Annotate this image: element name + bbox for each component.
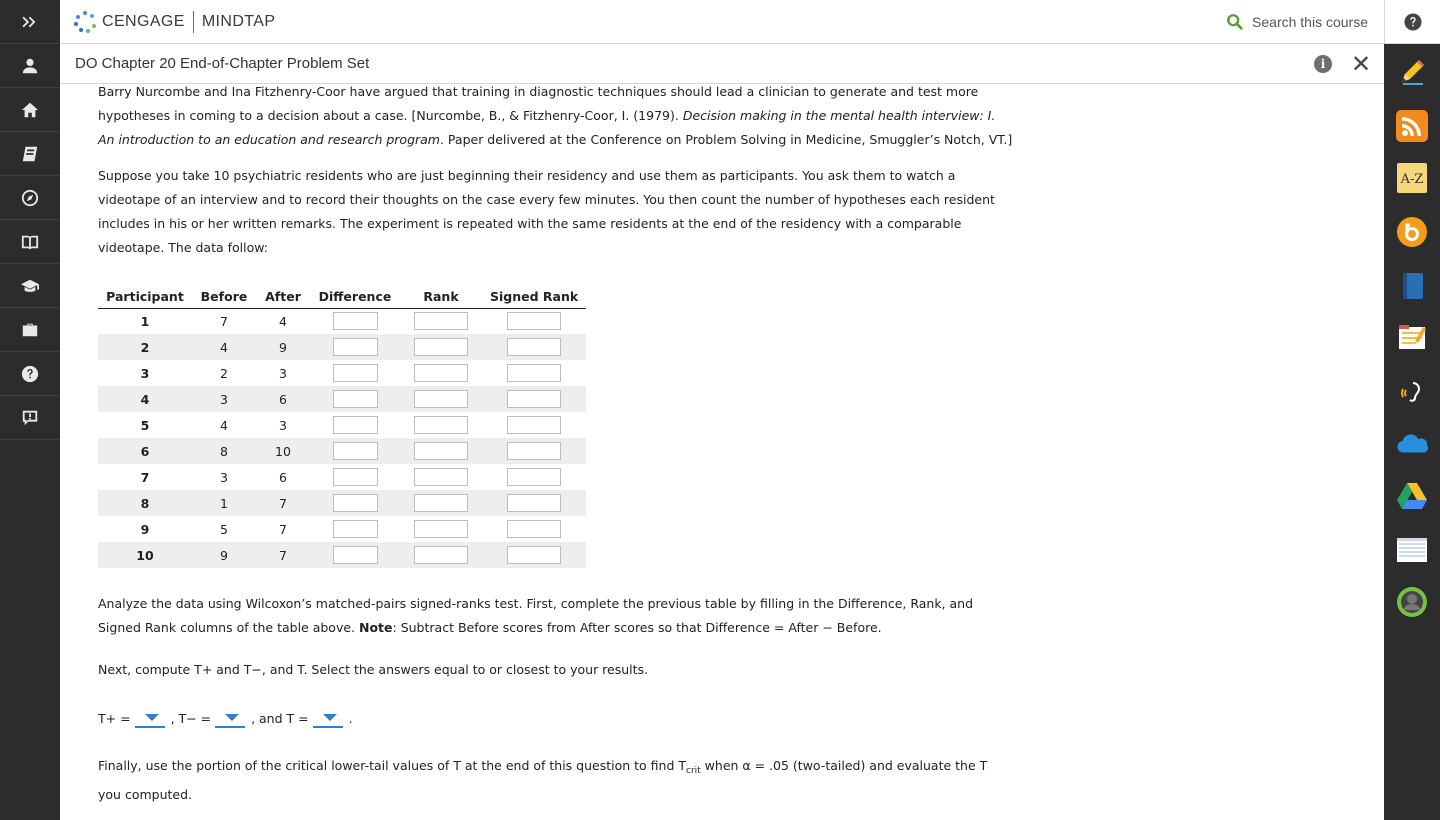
column-header: Participant [98, 286, 192, 308]
svg-text:A-Z: A-Z [1400, 172, 1424, 187]
after-cell: 3 [279, 365, 287, 381]
t-minus-label: , T− = [170, 710, 212, 726]
home-icon[interactable] [0, 88, 60, 132]
signed-rank-input[interactable] [507, 494, 561, 512]
critical-value-paragraph: Finally, use the portion of the critical lower-tail values of T at the end of this question to find $T_{crit}$ when α = .05 (two-tailed) and evaluate the T you computed. [98, 758, 988, 802]
before-cell: 8 [192, 438, 256, 464]
participant-cell: 5 [140, 417, 150, 433]
table-row [98, 334, 586, 360]
cengage-logo-icon [74, 11, 96, 33]
signed-rank-cell [482, 360, 586, 386]
graduation-cap-icon[interactable] [0, 264, 60, 308]
expand-icon[interactable] [0, 0, 60, 44]
t-label: , and T = [251, 710, 309, 726]
after-cell: 7 [279, 521, 287, 537]
signed-rank-input[interactable] [507, 312, 561, 330]
course-search[interactable] [1226, 0, 1368, 44]
rank-cell [400, 386, 482, 412]
rank-input[interactable] [414, 364, 468, 382]
signed-rank-cell [482, 464, 586, 490]
before-cell: 3 [192, 386, 256, 412]
rank-input[interactable] [414, 338, 468, 356]
close-icon[interactable]: ✕ [1350, 50, 1372, 78]
rank-cell [400, 438, 482, 464]
difference-input[interactable] [333, 546, 378, 564]
column-header: Before [192, 286, 256, 308]
signed-rank-cell [482, 308, 586, 334]
after-cell: 3 [279, 417, 287, 433]
data-table [98, 286, 586, 568]
difference-input[interactable] [333, 364, 378, 382]
difference-input[interactable] [333, 338, 378, 356]
difference-cell [310, 516, 400, 542]
help-icon[interactable] [0, 352, 60, 396]
rank-input[interactable] [414, 520, 468, 538]
signed-rank-cell [482, 542, 586, 568]
signed-rank-input[interactable] [507, 442, 561, 460]
difference-input[interactable] [333, 468, 378, 486]
app-dock [1384, 44, 1440, 820]
left-nav-rail [0, 0, 60, 820]
before-cell: 4 [220, 417, 228, 433]
rank-cell [400, 464, 482, 490]
participant-cell: 3 [140, 365, 150, 381]
after-cell: 7 [256, 542, 310, 568]
notes-app-icon[interactable] [1396, 322, 1428, 354]
participant-cell: 9 [140, 521, 150, 537]
difference-cell [310, 438, 400, 464]
difference-input[interactable] [333, 442, 378, 460]
before-cell: 9 [192, 542, 256, 568]
difference-input[interactable] [333, 520, 378, 538]
before-cell: 5 [220, 521, 228, 537]
rank-cell [400, 516, 482, 542]
column-header: Rank [400, 286, 482, 308]
difference-input[interactable] [333, 416, 378, 434]
column-header: Difference [310, 286, 400, 308]
difference-cell [310, 412, 400, 438]
participant-cell: 4 [98, 386, 192, 412]
brand-primary: CENGAGE [102, 12, 185, 30]
table-row [98, 516, 586, 542]
user-icon[interactable] [0, 44, 60, 88]
before-cell: 4 [192, 334, 256, 360]
pencil-app-icon[interactable] [1396, 56, 1428, 88]
rank-cell [400, 412, 482, 438]
signed-rank-input[interactable] [507, 546, 561, 564]
table-row [98, 542, 586, 568]
participant-cell: 8 [98, 490, 192, 516]
column-header: Signed Rank [482, 286, 586, 308]
signed-rank-input[interactable] [507, 520, 561, 538]
participant-cell: 1 [140, 313, 150, 329]
difference-input[interactable] [333, 312, 378, 330]
rank-cell [400, 308, 482, 334]
t-plus-label: T+ = [98, 710, 131, 726]
signed-rank-cell [482, 412, 586, 438]
participant-cell: 7 [140, 469, 150, 485]
table-row [98, 412, 586, 438]
signed-rank-input[interactable] [507, 364, 561, 382]
rank-cell [400, 360, 482, 386]
signed-rank-input[interactable] [507, 338, 561, 356]
after-cell: 6 [279, 469, 287, 485]
ebook-app-icon[interactable] [1396, 270, 1428, 302]
search-icon [1226, 13, 1244, 31]
signed-rank-cell [482, 386, 586, 412]
signed-rank-input[interactable] [507, 390, 561, 408]
rank-cell [400, 490, 482, 516]
table-row [98, 464, 586, 490]
table-row [98, 308, 586, 334]
t-minus-dropdown[interactable] [215, 708, 245, 728]
rss-app-icon[interactable] [1396, 110, 1428, 142]
before-cell: 2 [220, 365, 228, 381]
instructions-paragraph: Analyze the data using Wilcoxon’s matched-pairs signed-ranks test. First, complete the previous table by filling in the Difference, Rank, and Signed Rank columns of the table above. Note: Subtract Before scores from After scores so that Difference = After − Before. [98, 596, 974, 635]
reader-icon[interactable] [0, 220, 60, 264]
after-cell: 10 [256, 438, 310, 464]
table-row [98, 386, 586, 412]
before-cell: 1 [192, 490, 256, 516]
readspeaker-app-icon[interactable] [1396, 376, 1428, 408]
brand-secondary: MINDTAP [201, 12, 276, 30]
before-cell: 7 [220, 313, 228, 329]
difference-cell [310, 386, 400, 412]
compute-paragraph: Next, compute T+ and T−, and T. Select the answers equal to or closest to your results. [98, 662, 649, 677]
problem-content [98, 84, 1018, 820]
signed-rank-input[interactable] [507, 468, 561, 486]
scenario-paragraph: Suppose you take 10 psychiatric residents who are just beginning their residency and use them as participants. You ask them to watch a videotape of an interview and to record their thoughts on the case every few minutes. You then count the number of hypotheses each resident includes in his or her written remarks. The experiment is repeated with the same residents at the end of the residency with a comparable videotape. The data follow: [98, 168, 995, 255]
compass-icon[interactable] [0, 176, 60, 220]
rank-input[interactable] [414, 546, 468, 564]
table-row [98, 360, 586, 386]
info-icon[interactable]: i [1314, 55, 1332, 73]
profile-app-icon[interactable] [1396, 586, 1428, 618]
rank-input[interactable] [414, 442, 468, 460]
cengage-app-icon[interactable] [1396, 216, 1428, 248]
difference-cell [310, 334, 400, 360]
notebook-app-icon[interactable] [1396, 534, 1428, 566]
answer-row [98, 706, 353, 730]
difference-input[interactable] [333, 494, 378, 512]
onedrive-app-icon[interactable] [1396, 428, 1428, 460]
rank-cell [400, 334, 482, 360]
answer-end-period: . [348, 710, 353, 726]
difference-cell [310, 464, 400, 490]
brand-divider [193, 11, 194, 33]
help-button[interactable] [1384, 0, 1440, 44]
intro-paragraph: Barry Nurcombe and Ina Fitzhenry-Coor have argued that training in diagnostic techniques should lead a clinician to generate and test more hypotheses in coming to a decision about a case. [Nurcombe, B., & Fitzhenry-Coor, I. (1979). Decision making in the mental health interview: I. An introduction to an education and research program. Paper delivered at the Conference on Problem Solving in Medicine, Smuggler’s Notch, VT.] [98, 84, 1013, 147]
signed-rank-cell [482, 516, 586, 542]
rank-input[interactable] [414, 312, 468, 330]
t-plus-dropdown[interactable] [135, 708, 165, 728]
briefcase-icon[interactable] [0, 308, 60, 352]
rank-cell [400, 542, 482, 568]
participant-cell: 10 [98, 542, 192, 568]
signed-rank-cell [482, 334, 586, 360]
cengage-mindtap-logo[interactable] [74, 11, 275, 33]
t-dropdown[interactable] [313, 708, 343, 728]
difference-cell [310, 308, 400, 334]
table-row [98, 438, 586, 464]
feedback-icon[interactable] [0, 396, 60, 440]
search-label: Search this course [1252, 14, 1368, 30]
difference-cell [310, 360, 400, 386]
signed-rank-cell [482, 490, 586, 516]
after-cell: 9 [256, 334, 310, 360]
after-cell: 6 [256, 386, 310, 412]
rank-input[interactable] [414, 468, 468, 486]
rank-input[interactable] [414, 494, 468, 512]
signed-rank-input[interactable] [507, 416, 561, 434]
book-icon[interactable] [0, 132, 60, 176]
rank-input[interactable] [414, 416, 468, 434]
activity-title-bar [60, 44, 1384, 84]
column-header: After [256, 286, 310, 308]
table-header-row [98, 286, 586, 308]
difference-input[interactable] [333, 390, 378, 408]
page-title: DO Chapter 20 End-of-Chapter Problem Set [75, 55, 370, 72]
table-row [98, 490, 586, 516]
signed-rank-cell [482, 438, 586, 464]
google-drive-app-icon[interactable] [1396, 480, 1428, 512]
before-cell: 3 [220, 469, 228, 485]
top-bar [60, 0, 1384, 44]
difference-cell [310, 490, 400, 516]
after-cell: 4 [279, 313, 287, 329]
participant-cell: 6 [98, 438, 192, 464]
difference-cell [310, 542, 400, 568]
dictionary-app-icon[interactable] [1396, 162, 1428, 194]
question-circle-icon [1404, 13, 1422, 31]
participant-cell: 2 [98, 334, 192, 360]
after-cell: 7 [256, 490, 310, 516]
rank-input[interactable] [414, 390, 468, 408]
